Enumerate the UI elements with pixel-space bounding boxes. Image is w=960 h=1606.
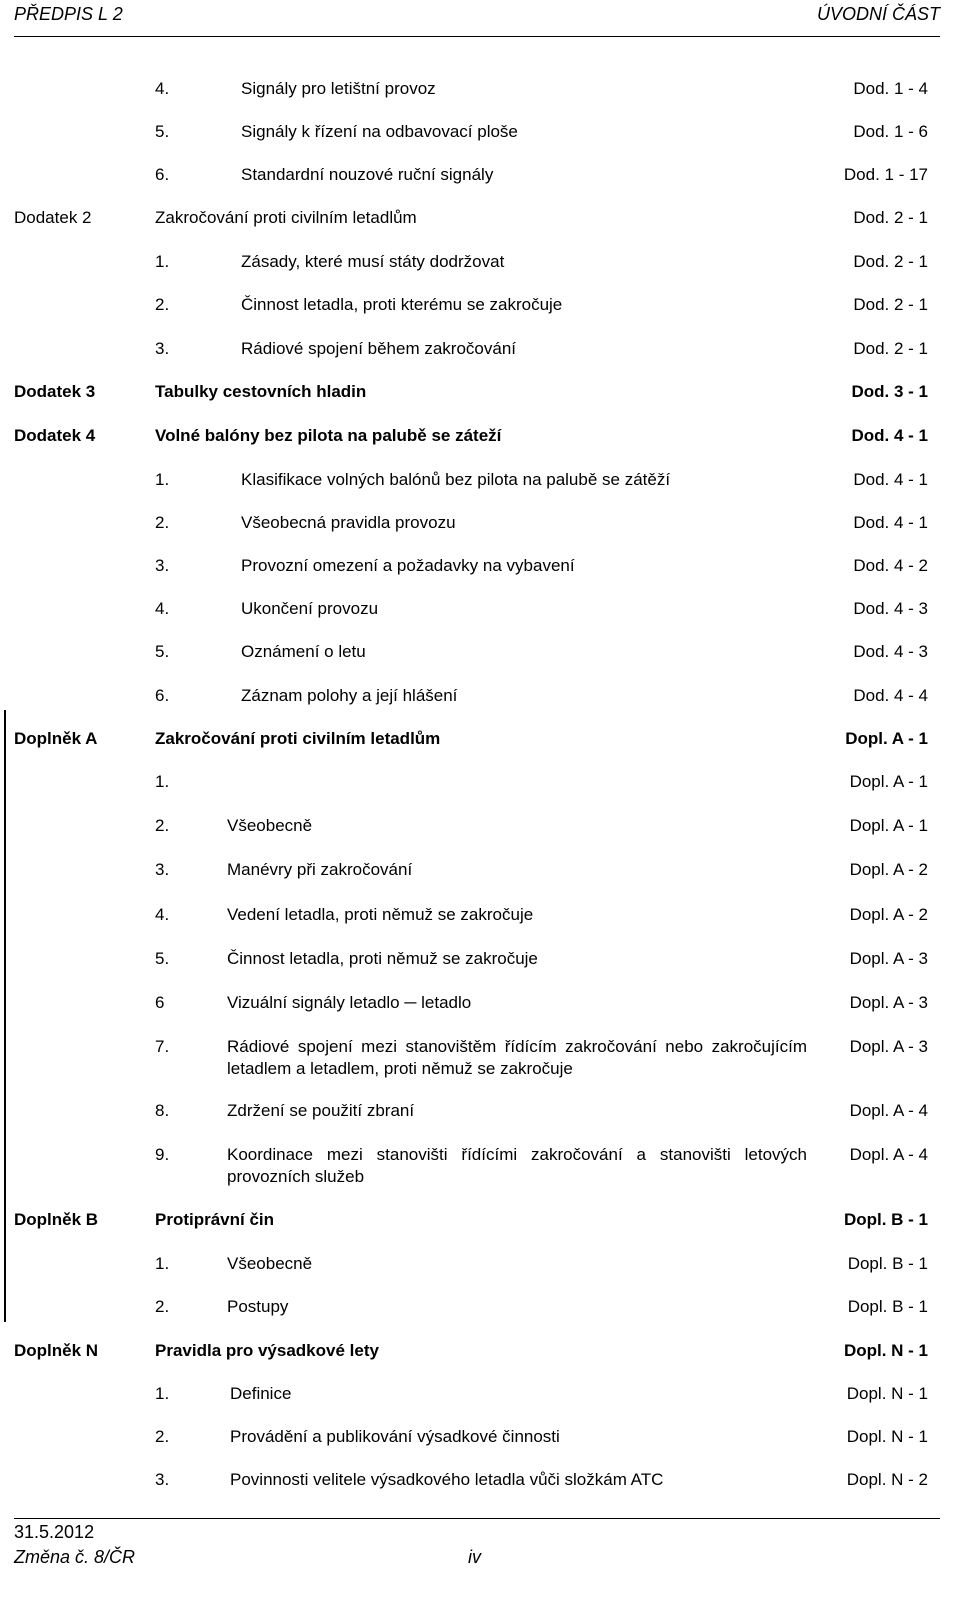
toc-entry-number: 9. <box>155 1145 170 1164</box>
toc-section-label: Doplněk A <box>14 729 98 748</box>
toc-page-reference: Dod. 2 - 1 <box>853 295 928 314</box>
toc-entry-number: 6 <box>155 993 165 1012</box>
toc-page-reference: Dod. 4 - 1 <box>853 513 928 532</box>
toc-entry-number: 2. <box>155 295 170 314</box>
toc-entry-title: Vedení letadla, proti němuž se zakročuje <box>227 905 534 924</box>
toc-entry-title: Rádiové spojení mezi stanovištěm řídícím zakročování nebo zakročujícím letadlem a letadlem, proti němuž se zakročuje <box>227 1037 807 1078</box>
toc-entry-number: 2. <box>155 513 170 532</box>
toc-entry-title: Signály k řízení na odbavovací ploše <box>241 122 518 141</box>
toc-entry-number: 3. <box>155 860 170 879</box>
toc-page-reference: Dopl. A - 4 <box>849 1145 928 1164</box>
toc-entry-number: 6. <box>155 686 170 705</box>
toc-entry-number: 1. <box>155 1254 170 1273</box>
toc-page-reference: Dod. 3 - 1 <box>851 382 928 401</box>
toc-section-label: Doplněk B <box>14 1210 99 1229</box>
footer-change-number: Změna č. 8/ČR <box>14 1547 136 1567</box>
toc-page-reference: Dod. 4 - 3 <box>853 599 928 618</box>
toc-entry-number: 2. <box>155 1427 170 1446</box>
toc-entry-title: Činnost letadla, proti kterému se zakročuje <box>241 295 563 314</box>
toc-entry-title: Záznam polohy a její hlášení <box>241 686 458 705</box>
toc-page-reference: Dopl. A - 1 <box>845 729 928 748</box>
toc-entry-number: 2. <box>155 1297 170 1316</box>
toc-section-label: Dodatek 4 <box>14 426 96 445</box>
toc-entry-title: Klasifikace volných balónů bez pilota na palubě se zátěží <box>241 470 671 489</box>
footer-page-number: iv <box>468 1547 481 1567</box>
toc-entry-title: Postupy <box>227 1297 289 1316</box>
toc-entry-title: Všeobecná pravidla provozu <box>241 513 456 532</box>
toc-entry-title: Povinnosti velitele výsadkového letadla vůči složkám ATC <box>230 1470 664 1489</box>
toc-entry-number: 5. <box>155 949 170 968</box>
toc-entry-number: 4. <box>155 599 170 618</box>
toc-entry-title: Provádění a publikování výsadkové činnosti <box>230 1427 560 1446</box>
toc-entry-number: 1. <box>155 470 170 489</box>
toc-page-reference: Dod. 1 - 6 <box>853 122 928 141</box>
toc-entry-title: Tabulky cestovních hladin <box>155 382 367 401</box>
toc-entry-title: Koordinace mezi stanovišti řídícími zakročování a stanovišti letových provozních služeb <box>227 1145 807 1186</box>
toc-entry-title: Protiprávní čin <box>155 1210 275 1229</box>
toc-entry-title: Všeobecně <box>227 816 313 835</box>
footer-date: 31.5.2012 <box>14 1522 95 1542</box>
toc-page-reference: Dopl. A - 1 <box>849 816 928 835</box>
toc-page-reference: Dopl. A - 4 <box>849 1101 928 1120</box>
toc-page-reference: Dopl. A - 2 <box>849 860 928 879</box>
toc-entry-title: Standardní nouzové ruční signály <box>241 165 494 184</box>
toc-entry-number: 1. <box>155 1384 170 1403</box>
toc-entry-number: 5. <box>155 122 170 141</box>
toc-page-reference: Dod. 4 - 1 <box>853 470 928 489</box>
toc-page-reference: Dopl. N - 1 <box>843 1341 928 1360</box>
toc-entry-title: Pravidla pro výsadkové lety <box>155 1341 379 1360</box>
toc-page-reference: Dopl. A - 2 <box>849 905 928 924</box>
toc-entry-number: 3. <box>155 556 170 575</box>
toc-entry-title: Činnost letadla, proti němuž se zakročuje <box>227 949 538 968</box>
toc-page-reference: Dod. 2 - 1 <box>853 252 928 271</box>
toc-entry-number: 3. <box>155 1470 170 1489</box>
toc-page-reference: Dopl. N - 2 <box>846 1470 928 1489</box>
toc-entry-number: 4. <box>155 79 170 98</box>
change-bar <box>4 710 6 1322</box>
toc-page-reference: Dod. 4 - 3 <box>853 642 928 661</box>
toc-page-reference: Dod. 1 - 17 <box>843 165 928 184</box>
toc-entry-title: Zakročování proti civilním letadlům <box>155 729 441 748</box>
toc-entry-title: Vizuální signály letadlo ─ letadlo <box>227 993 472 1012</box>
toc-page-reference: Dopl. A - 1 <box>849 772 928 791</box>
toc-page-reference: Dopl. A - 3 <box>849 949 928 968</box>
toc-page-reference: Dod. 4 - 4 <box>853 686 928 705</box>
toc-section-label: Dodatek 3 <box>14 382 96 401</box>
header-section-title: ÚVODNÍ ČÁST <box>816 4 940 24</box>
toc-entry-title: Zásady, které musí státy dodržovat <box>241 252 505 271</box>
toc-page-reference: Dopl. A - 3 <box>849 1037 928 1056</box>
toc-entry-number: 8. <box>155 1101 170 1120</box>
toc-page-reference: Dod. 2 - 1 <box>853 208 928 227</box>
toc-page-reference: Dopl. B - 1 <box>847 1254 928 1273</box>
toc-entry-number: 7. <box>155 1037 170 1056</box>
toc-entry-number: 3. <box>155 339 170 358</box>
toc-entry-title: Manévry při zakročování <box>227 860 413 879</box>
toc-entry-title: Zdržení se použití zbraní <box>227 1101 415 1120</box>
toc-entry-number: 2. <box>155 816 170 835</box>
toc-page-reference: Dod. 4 - 2 <box>853 556 928 575</box>
toc-entry-title: Oznámení o letu <box>241 642 366 661</box>
toc-page-reference: Dopl. B - 1 <box>843 1210 928 1229</box>
toc-entry-title: Ukončení provozu <box>241 599 379 618</box>
toc-entry-title: Zakročování proti civilním letadlům <box>155 208 417 227</box>
toc-page-reference: Dopl. N - 1 <box>846 1384 928 1403</box>
toc-entry-title: Signály pro letištní provoz <box>241 79 436 98</box>
toc-entry-title: Volné balóny bez pilota na palubě se záteží <box>155 426 502 445</box>
header-document-title: PŘEDPIS L 2 <box>14 4 123 24</box>
toc-page-reference: Dopl. A - 3 <box>849 993 928 1012</box>
toc-section-label: Doplněk N <box>14 1341 99 1360</box>
toc-entry-title: Provozní omezení a požadavky na vybavení <box>241 556 575 575</box>
toc-entry-title: Všeobecně <box>227 1254 313 1273</box>
toc-page-reference: Dod. 2 - 1 <box>853 339 928 358</box>
toc-section-label: Dodatek 2 <box>14 208 92 227</box>
toc-page-reference: Dopl. N - 1 <box>846 1427 928 1446</box>
toc-page-reference: Dod. 1 - 4 <box>853 79 928 98</box>
toc-entry-title: Definice <box>230 1384 292 1403</box>
toc-page-reference: Dod. 4 - 1 <box>851 426 928 445</box>
toc-entry-number: 1. <box>155 252 170 271</box>
toc-entry-title: Rádiové spojení během zakročování <box>241 339 516 358</box>
toc-entry-number: 5. <box>155 642 170 661</box>
toc-page-reference: Dopl. B - 1 <box>847 1297 928 1316</box>
toc-entry-number: 1. <box>155 772 170 791</box>
toc-entry-number: 4. <box>155 905 170 924</box>
toc-entry-number: 6. <box>155 165 170 184</box>
